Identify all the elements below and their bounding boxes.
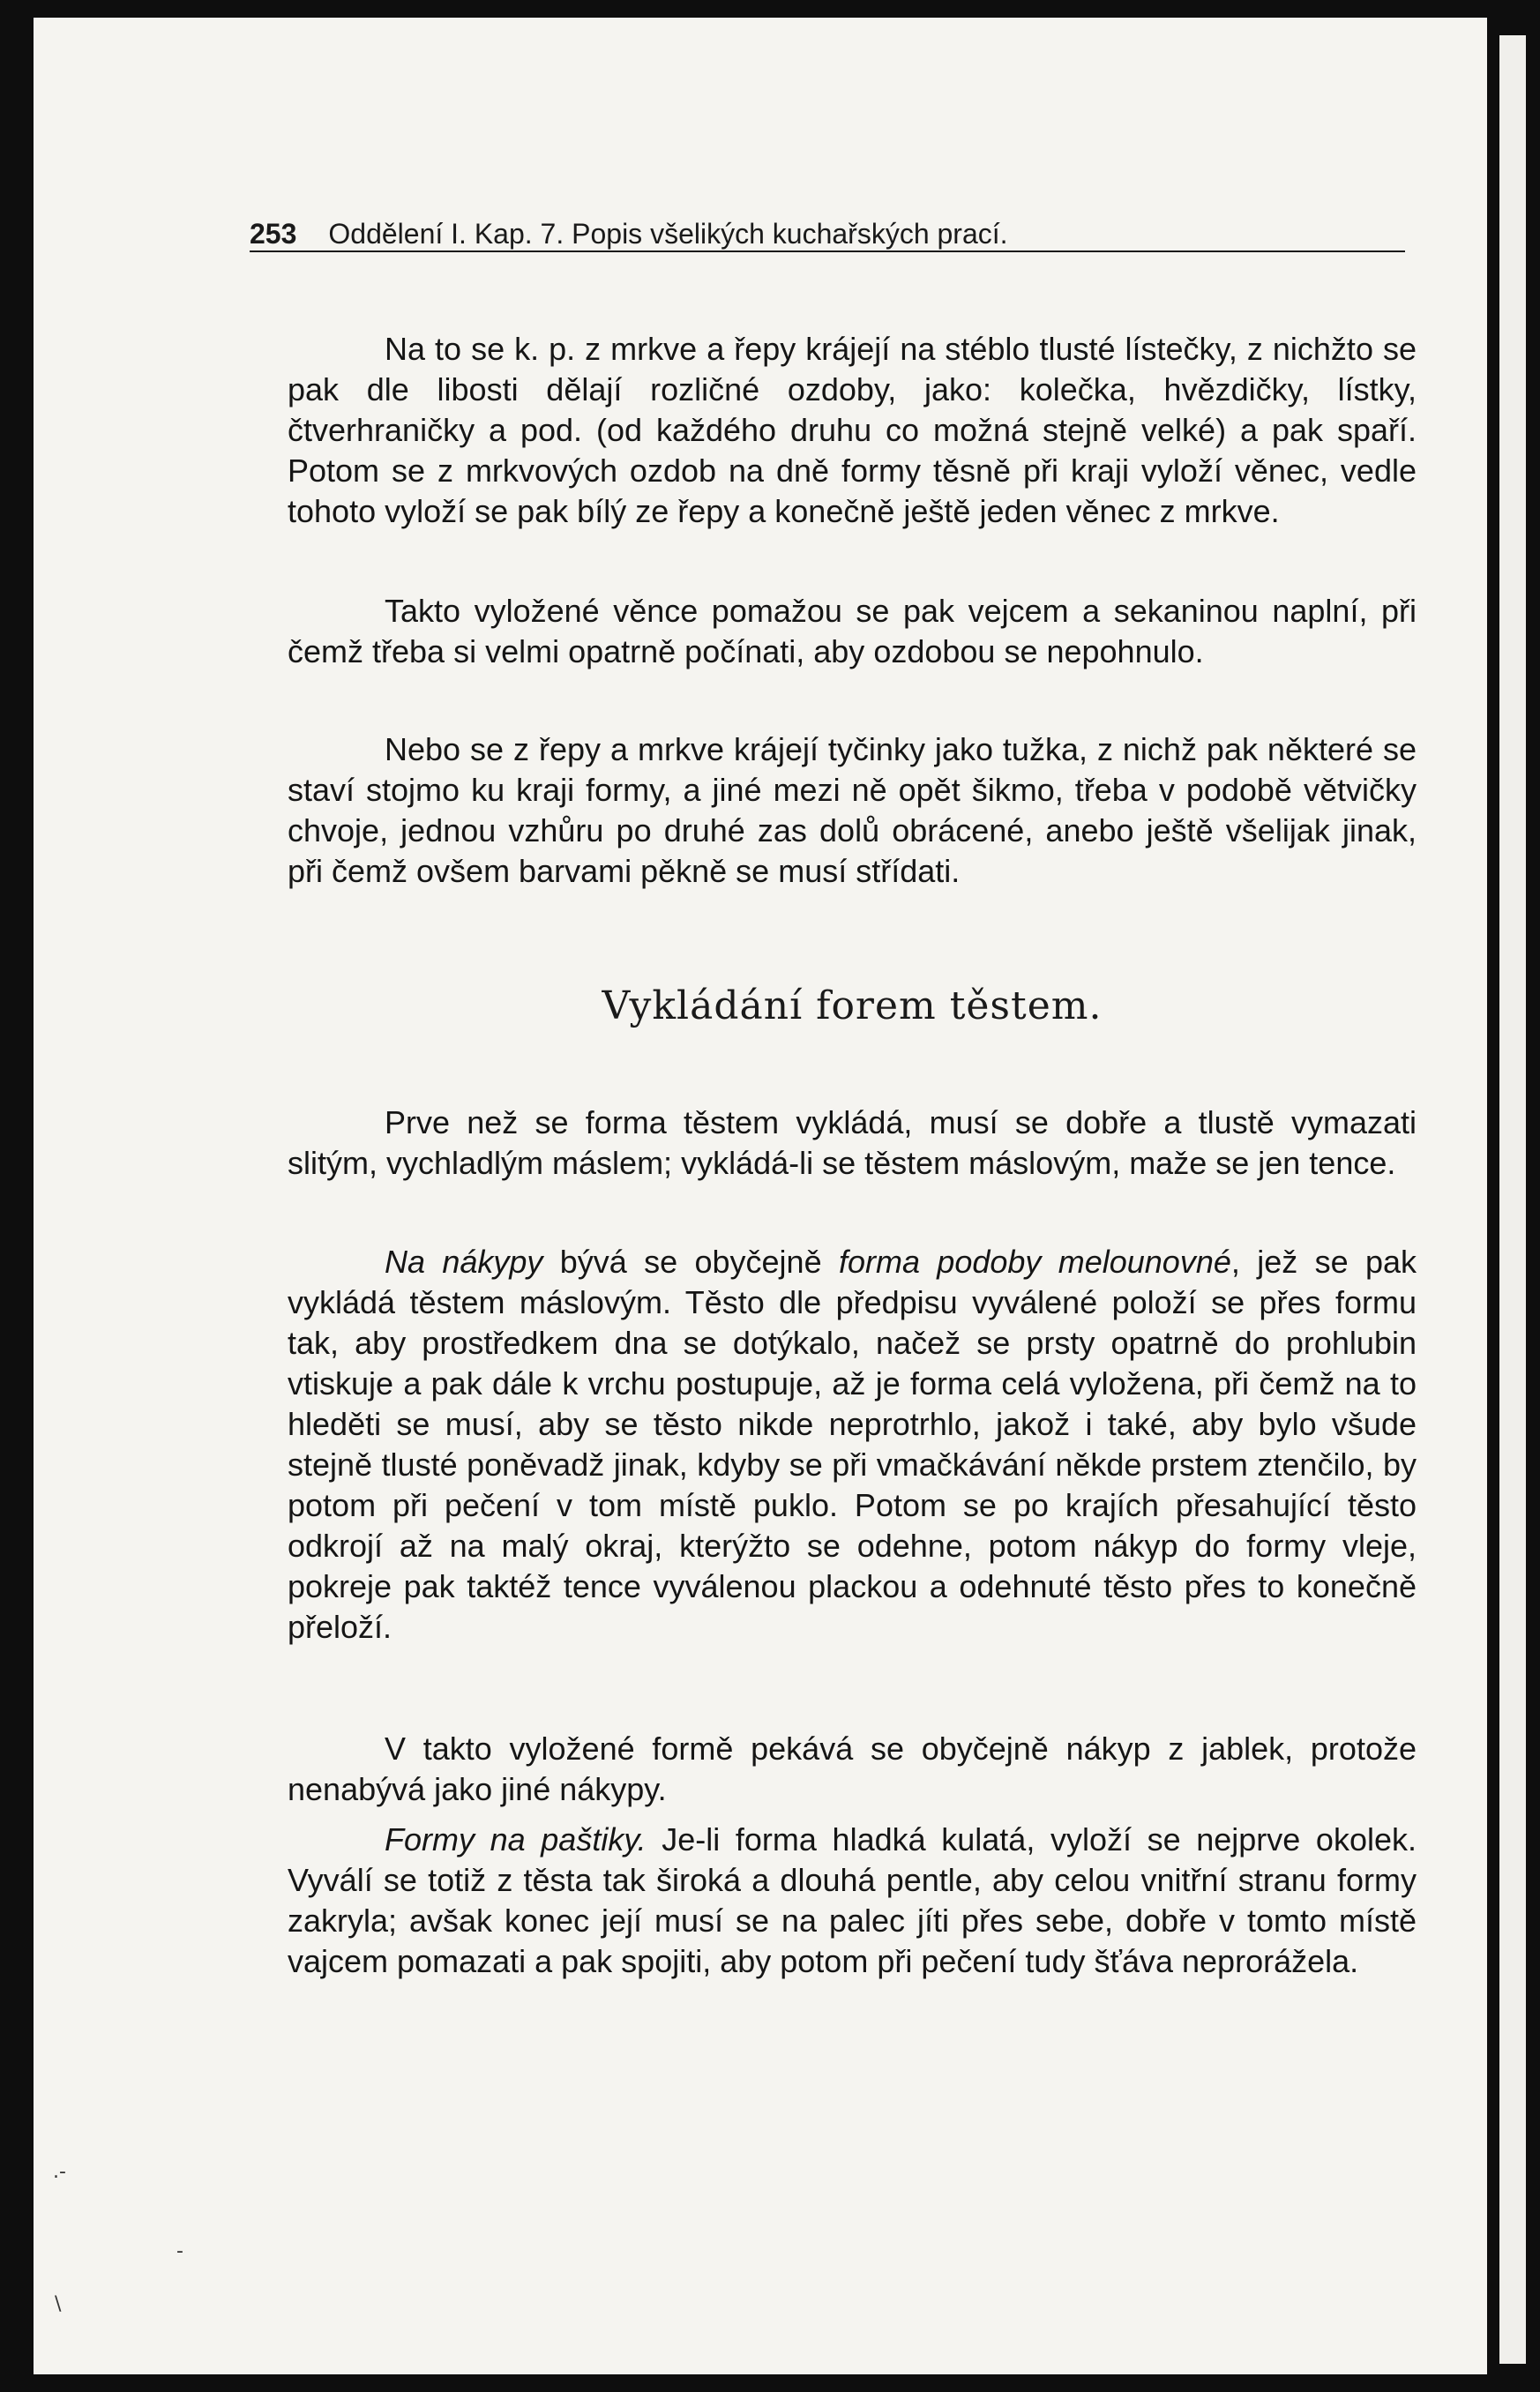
paragraph-5 [288, 1242, 1417, 1648]
paragraph-7 [288, 1820, 1417, 1982]
running-title: Oddělení I. Kap. 7. Popis všelikých kuchařských prací. [328, 218, 1008, 250]
page-number: 253 [250, 218, 297, 250]
running-header [250, 210, 1405, 252]
paragraph-3: Nebo se z řepy a mrkve krájejí tyčinky jako tužka, z nichž pak některé se staví stojmo ku kraji formy, a jiné mezi ně opět šikmo, třeba v podobě větvičky chvoje, jednou vzhůru po druhé zas dolů obrácené, anebo ještě všelijak jinak, při čemž ovšem barvami pěkně se musí střídati. [288, 731, 1417, 889]
paragraph-7-lead: Formy na paštiky. [385, 1821, 647, 1858]
paragraph-5-lead: Na nákypy [385, 1244, 543, 1280]
paragraph-2: Takto vyložené věnce pomažou se pak vejcem a sekaninou naplní, při čemž třeba si velmi opatrně počínati, aby ozdobou se nepohnulo. [288, 593, 1417, 669]
paragraph-5-rest: , jež se pak vykládá těstem máslovým. Těsto dle předpisu vyválené položí se přes formu tak, aby prostředkem dna se dotýkalo, načež se prsty opatrně do prohlubin vtiskuje a pak dále k vrchu postupuje, až je forma celá vyložena, při čemž na to hleděti se musí, aby se těsto nikde neprotrhlo, jakož i také, aby bylo všude stejně tlusté poněvadž jinak, kdyby se při vmačkávání někde prstem ztenčilo, by potom při pečení v tom místě puklo. Potom se po krajích přesahující těsto odkrojí až na malý okraj, kterýžto se odehne, potom nákyp do formy vleje, pokreje pak taktéž tence vyválenou plackou a odehnuté těsto přes to konečně přeloží. [288, 1244, 1417, 1645]
paragraph-5-emphasis: forma podoby melounovné [838, 1244, 1231, 1280]
adjacent-page-edge [1499, 35, 1526, 2364]
scan-speck: .- [53, 2161, 66, 2183]
paragraph-1: Na to se k. p. z mrkve a řepy krájejí na stéblo tlusté lístečky, z nichžto se pak dle libosti dělají rozličné ozdoby, jako: kolečka, hvězdičky, lístky, čtverhraničky a pod. (od každého druhu co možná stejně velké) a pak spaří. Potom se z mrkvových ozdob na dně formy těsně při kraji vyloží věnec, vedle tohoto vyloží se pak bílý ze řepy a konečně ještě jeden věnec z mrkve. [288, 331, 1417, 529]
paragraph-5-mid: bývá se obyčejně [542, 1244, 839, 1280]
paragraph-4: Prve než se forma těstem vykládá, musí se dobře a tlustě vymazati slitým, vychladlým máslem; vykládá-li se těstem máslovým, maže se jen tence. [288, 1104, 1417, 1181]
paragraph-7-rest: Je-li forma hladká kulatá, vyloží se nejprve okolek. Vyválí se totiž z těsta tak široká a dlouhá pentle, aby celou vnitřní stranu formy zakryla; avšak konec její musí se na palec jíti přes sebe, dobře v tomto místě vajcem pomazati a pak spojiti, aby potom při pečení tudy šťáva neprorážela. [288, 1821, 1417, 1979]
scan-speck: \ [55, 2293, 62, 2315]
scan-speck: - [176, 2240, 183, 2262]
paragraph-6: V takto vyložené formě pekává se obyčejně nákyp z jablek, protože nenabývá jako jiné nákypy. [288, 1730, 1417, 1807]
section-heading: Vykládání forem těstem. [602, 983, 1103, 1028]
